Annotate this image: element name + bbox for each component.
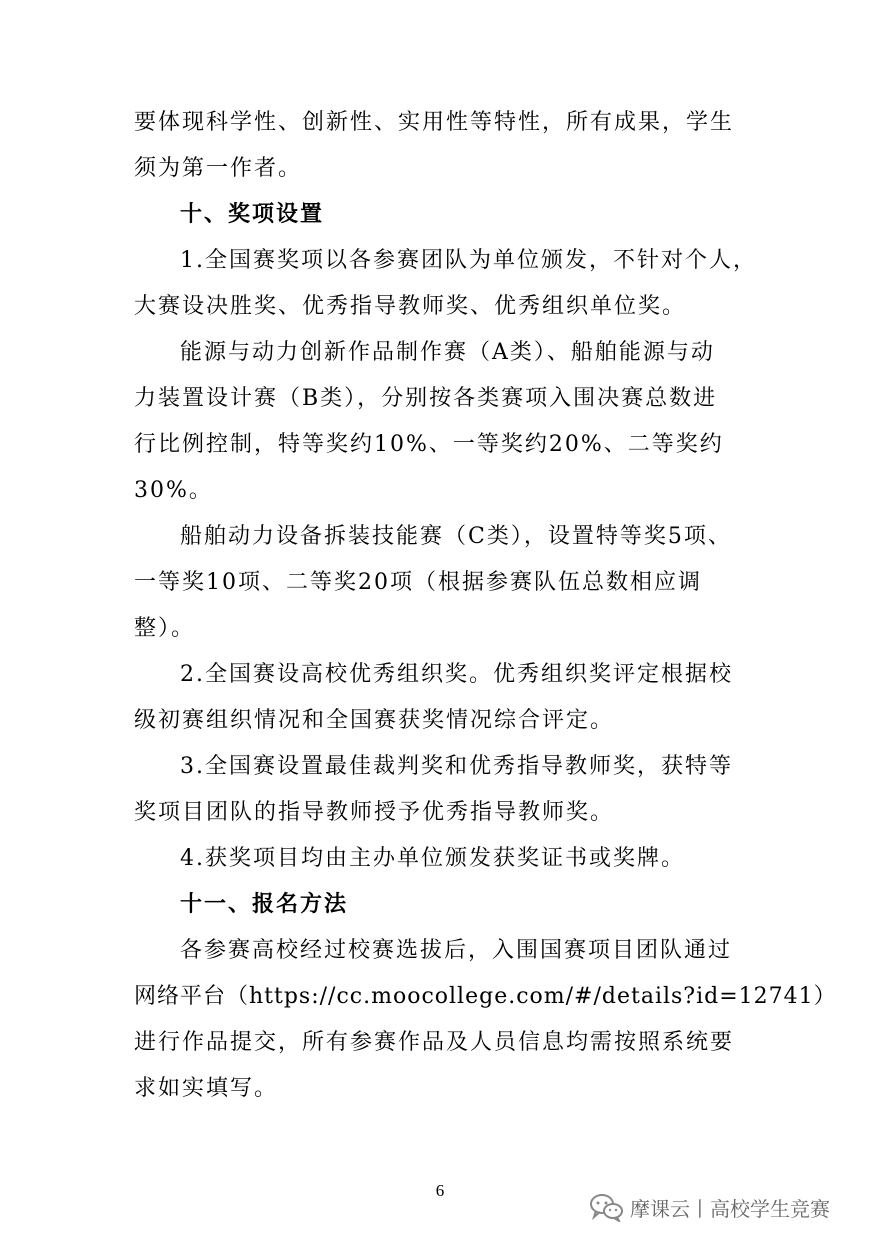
text-line: 奖项目团队的指导教师授予优秀指导教师奖。 [134,800,615,825]
text-line: 力装置设计赛（B类），分别按各类赛项入围决赛总数进 [134,386,718,411]
page-number: 6 [435,1181,445,1200]
text-line: 一等奖10项、二等奖20项（根据参赛队伍总数相应调 [134,570,702,595]
text-line: 须为第一作者。 [134,156,303,181]
text-line: 30%。 [134,478,213,503]
wechat-icon [588,1192,624,1222]
watermark [588,1190,830,1224]
text-line: 级初赛组织情况和全国赛获奖情况综合评定。 [134,708,615,733]
watermark-text: 摩课云丨高校学生竞赛 [630,1196,830,1221]
section-heading-awards: 十、奖项设置 [180,202,325,227]
text-line: 船舶动力设备拆装技能赛（C类），设置特等奖5项、 [180,524,732,549]
section-heading-registration: 十一、报名方法 [180,892,349,917]
text-line: 各参赛高校经过校赛选拔后，入围国赛项目团队通过 [180,938,733,963]
text-line: 行比例控制，特等奖约10%、一等奖约20%、二等奖约 [134,432,724,457]
text-line: 大赛设决胜奖、优秀指导教师奖、优秀组织单位奖。 [134,294,687,319]
text-line: 2.全国赛设高校优秀组织奖。优秀组织奖评定根据校 [180,662,733,687]
text-line: 进行作品提交，所有参赛作品及人员信息均需按照系统要 [134,1030,735,1055]
text-line: 求如实填写。 [134,1076,279,1101]
text-line: 要体现科学性、创新性、实用性等特性，所有成果，学生 [134,110,735,135]
registration-url-line: 网络平台（https://cc.moocollege.com/#/details?id=12741） [134,984,837,1009]
text-line: 1.全国赛奖项以各参赛团队为单位颁发，不针对个人， [180,248,757,273]
text-line: 3.全国赛设置最佳裁判奖和优秀指导教师奖，获特等 [180,754,733,779]
text-line: 4.获奖项目均由主办单位颁发获奖证书或奖牌。 [180,846,685,871]
text-line: 整）。 [134,616,196,641]
text-line: 能源与动力创新作品制作赛（A类）、船舶能源与动 [180,340,715,365]
